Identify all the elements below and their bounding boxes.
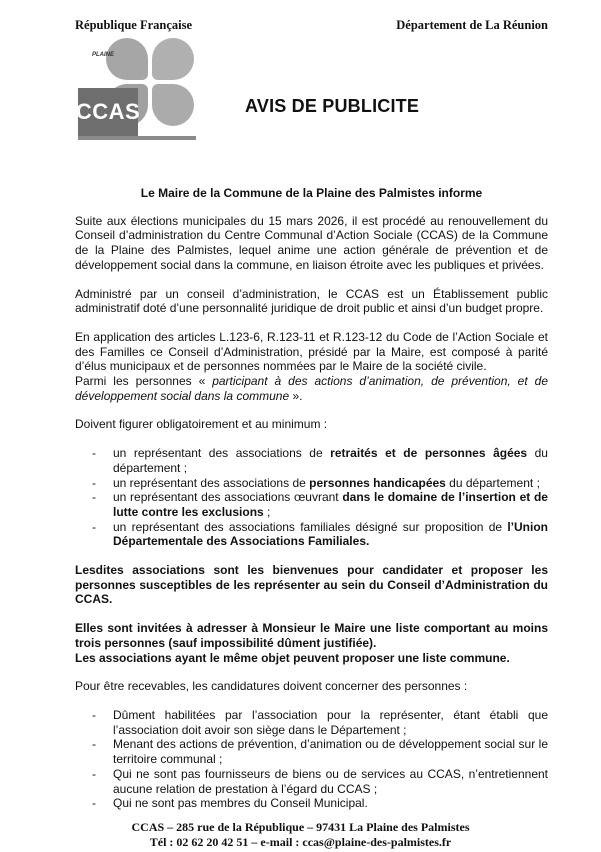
logo-ccas-text: CCAS — [78, 88, 138, 136]
logo-petal-icon — [152, 84, 194, 126]
list-item-bold: dans le domaine de l’insertion et de lutte contre les exclusions — [113, 490, 548, 519]
list-item-text: un représentant des associations familiales désigné sur proposition de — [113, 519, 508, 534]
footer-address: CCAS – 285 rue de la République – 97431 La Plaine des Palmistes — [131, 820, 470, 834]
list-item — [75, 708, 548, 737]
dash-bullet: - — [92, 490, 96, 505]
paragraph-candidates-welcome: Lesdites associations sont les bienvenues pour candidater et proposer les personnes susceptibles de les représenter au sein du Conseil d’Administration du CCAS. — [75, 563, 548, 607]
participants-suffix: ». — [289, 388, 303, 403]
paragraph-participants — [75, 374, 548, 403]
header-left-text: République Française — [75, 18, 193, 32]
participants-quote: participant à des actions d’animation, de prévention, et de développement social dans la commune — [75, 374, 548, 403]
eligibility-list — [75, 708, 548, 811]
paragraph-articles: En application des articles L.123-6, R.123-11 et R.123-12 du Code de l’Action Sociale et des Familles ce Conseil d’Administration, présidé par la Maire, est composé à parité d’élus municipaux et de personnes nommées par le Maire de la société civile. — [75, 329, 548, 374]
logo-petal-icon — [152, 38, 194, 80]
dash-bullet: - — [92, 475, 96, 490]
list-item-text: du département ; — [445, 475, 540, 490]
footer-contact: Tél : 02 62 20 42 51 – e-mail : ccas@plaine-des-palmistes.fr — [149, 835, 452, 849]
list-item-text: ; — [263, 504, 271, 519]
notice-body — [75, 186, 548, 825]
list-item-text: Qui ne sont pas membres du Conseil Municipal. — [113, 796, 368, 811]
list-item — [75, 490, 548, 519]
list-item-text: Dûment habilitées par l’association pour la représenter, étant établi que l’association doit avoir son siège dans le Département ; — [113, 707, 548, 737]
list-item-text: Menant des actions de prévention, d’animation ou de développement social sur le territoire communal ; — [113, 737, 548, 767]
paragraph-elections: Suite aux élections municipales du 15 mars 2026, il est procédé au renouvellement du Conseil d’administration du Centre Communal d’Action Sociale (CCAS) de la Commune de la Plaine des Palmistes, lequel anime une action générale de prévention et de développement social dans la commune, en liaison étroite avec les publiques et privées. — [75, 213, 548, 272]
list-item-text: Qui ne sont pas fournisseurs de biens ou de services au CCAS, n’entretiennent aucune relation de prestation à l’égard du CCAS ; — [113, 766, 548, 796]
list-item-text: du département ; — [113, 446, 548, 475]
participants-prefix: Parmi les personnes « — [75, 374, 213, 389]
dash-bullet: - — [92, 796, 96, 811]
list-item — [75, 446, 548, 475]
intro-line: Le Maire de la Commune de la Plaine des Palmistes informe — [140, 186, 483, 200]
list-item-bold: retraités et de personnes âgées — [330, 446, 528, 461]
logo-strip — [78, 136, 196, 140]
paragraph-minimum: Doivent figurer obligatoirement et au minimum : — [75, 417, 328, 432]
list-item — [75, 476, 548, 491]
ccas-logo — [75, 38, 196, 140]
list-item — [75, 520, 548, 549]
list-item — [75, 737, 548, 766]
list-item-bold: personnes handicapées — [309, 475, 446, 490]
list-item — [75, 796, 548, 811]
paragraph-administration: Administré par un conseil d’administration, le CCAS est un Établissement public administratif doté d’une personnalité juridique de droit public et ainsi d’un budget propre. — [75, 286, 548, 316]
dash-bullet: - — [92, 737, 96, 752]
logo-brand-text: PLAINE — [92, 52, 115, 58]
list-item-bold: l’Union Départementale des Associations Familiales. — [113, 519, 548, 549]
dash-bullet: - — [92, 446, 96, 461]
list-item-text: un représentant des associations de — [113, 475, 310, 490]
dash-bullet: - — [92, 519, 96, 534]
logo-petal-icon — [106, 38, 148, 80]
paragraph-eligibility: Pour être recevables, les candidatures doivent concerner des personnes : — [75, 679, 468, 694]
paragraph-common-list: Les associations ayant le même objet peuvent proposer une liste commune. — [75, 650, 510, 665]
required-representatives-list — [75, 446, 548, 549]
dash-bullet: - — [92, 766, 96, 781]
list-item — [75, 767, 548, 796]
page-title: AVIS DE PUBLICITE — [245, 96, 420, 116]
dash-bullet: - — [92, 707, 96, 722]
list-item-text: un représentant des associations de — [113, 446, 331, 461]
header-right-text: Département de La Réunion — [396, 18, 548, 32]
paragraph-send-list: Elles sont invitées à adresser à Monsieur le Maire une liste comportant au moins trois personnes (sauf impossibilité dûment justifiée). — [75, 621, 548, 650]
list-item-text: un représentant des associations œuvrant — [113, 490, 343, 505]
